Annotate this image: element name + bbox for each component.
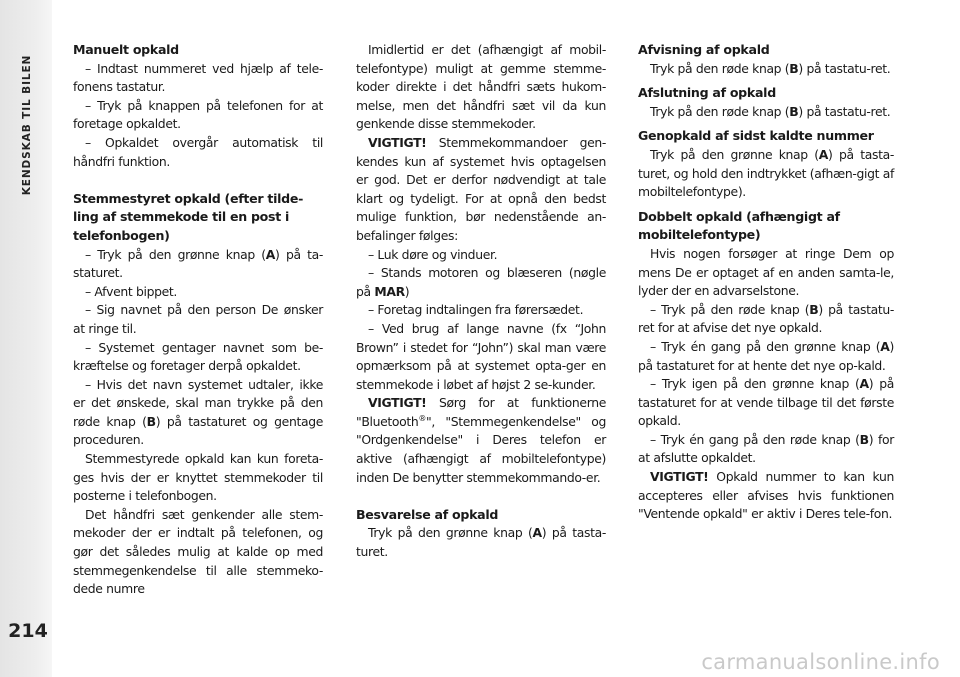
heading-reject-call: Afvisning af opkald xyxy=(638,42,770,57)
paragraph: – Hvis det navn systemet udtaler, ikke er det ønskede, skal man trykke på den røde knap (B) på tastaturet og gentage proceduren. xyxy=(73,376,323,448)
paragraph: Stemmestyrede opkald kan kun foreta-ges hvis der er knyttet stemmekoder til posterne i telefonbogen. xyxy=(73,451,323,504)
paragraph: Tryk på den grønne knap (A) på tasta-turet. xyxy=(356,525,607,560)
sidebar xyxy=(0,0,52,677)
important-label: VIGTIGT! xyxy=(368,395,427,411)
paragraph: – Tryk på den grønne knap (A) på ta-staturet. xyxy=(73,246,324,281)
paragraph: – Foretag indtalingen fra førersædet. xyxy=(368,302,584,318)
heading-end-call: Afslutning af opkald xyxy=(638,85,776,101)
paragraph: – Sig navnet på den person De ønsker at ringe til. xyxy=(73,302,323,336)
key-label: A xyxy=(880,338,890,354)
paragraph: Tryk på den grønne knap (A) på tasta-turet, og hold den indtrykket (afhæn-gigt af mobiltelefontype). xyxy=(638,146,894,200)
paragraph: – Ved brug af lange navne (fx “John Brown” i stedet for “John”) skal man være opmærksom på at systemet opta-ger en stemmekode i løbet af højst 2 se-kunder. xyxy=(356,320,606,392)
paragraph: – Opkaldet overgår automatisk til håndfri funktion. xyxy=(73,134,323,169)
paragraph: – Tryk igen på den grønne knap (A) på tastaturet for at vende tilbage til det første opkald. xyxy=(638,376,894,429)
column-3 xyxy=(638,41,894,524)
paragraph: Imidlertid er det (afhængigt af mobil-telefontype) muligt at gemme stemme-koder direkte i det håndfri sæts hukom-melse, men det håndfri sæt vil da kun genkende disse stemmekoder. xyxy=(356,42,606,132)
key-label: A xyxy=(532,525,542,541)
paragraph: – Indtast nummeret ved hjælp af tele-fonens tastatur. xyxy=(73,60,323,95)
paragraph: Tryk på den røde knap (B) på tastatu-ret. xyxy=(650,60,891,76)
paragraph: – Systemet gentager navnet som be-kræftelse og foretager derpå opkaldet. xyxy=(73,339,323,374)
key-label: B xyxy=(789,60,799,76)
heading-manual-call: Manuelt opkald xyxy=(73,42,179,57)
heading-answer-call: Besvarelse af opkald xyxy=(356,506,499,522)
key-label: B xyxy=(789,103,799,119)
key-label: MAR xyxy=(374,283,405,299)
paragraph: VIGTIGT! Stemmekommandoer gen-kendes kun af systemet hvis optagelsen er god. Det er derfor nødvendigt at tale klart og tydeligt. For at opnå den bedst mulige funktion, bør nedenstående an-befalinger følges: xyxy=(356,134,606,243)
paragraph: – Tryk på den røde knap (B) på tastatu-ret for at afvise det nye opkald. xyxy=(638,301,894,336)
heading-double-call: Dobbelt opkald (afhængigt af mobiltelefontype) xyxy=(638,208,840,243)
paragraph: Det håndfri sæt genkender alle stem-mekoder der er indtalt på telefonen, og gør det således mulig at kalde op med stemmegenkendelse til alle stemmeko-dede numre xyxy=(73,506,323,597)
important-label: VIGTIGT! xyxy=(650,469,709,485)
key-label: B xyxy=(146,413,156,429)
key-label: A xyxy=(859,376,869,392)
key-label: A xyxy=(265,246,276,262)
paragraph: Tryk på den røde knap (B) på tastatu-ret. xyxy=(650,103,891,119)
paragraph: – Stands motoren og blæseren (nøgle på MAR) xyxy=(356,265,606,299)
important-label: VIGTIGT! xyxy=(368,134,427,150)
page-number: 214 xyxy=(8,620,48,642)
paragraph: – Afvent bippet. xyxy=(85,283,177,299)
heading-voice-call: Stemmestyret opkald (efter tilde-ling af stemmekode til en post i telefonbogen) xyxy=(73,190,304,243)
paragraph: VIGTIGT! Sørg for at funktionerne "Bluetooth®", "Stemmegenkendelse" og "Ordgenkendelse" i Deres telefon er aktive (afhængigt af mobiltelefontype) inden De benytter stemmekommando-er. xyxy=(356,395,606,485)
watermark: carmanualsonline.info xyxy=(701,650,940,674)
key-label: A xyxy=(818,146,829,162)
column-1 xyxy=(73,41,323,599)
heading-redial: Genopkald af sidst kaldte nummer xyxy=(638,128,874,144)
key-label: B xyxy=(809,301,819,317)
paragraph: – Tryk på knappen på telefonen for at foretage opkaldet. xyxy=(73,97,323,132)
paragraph: Hvis nogen forsøger at ringe Dem op mens De er optaget af en anden samta-le, lyder der en advarselstone. xyxy=(638,245,894,299)
key-label: B xyxy=(859,431,869,447)
section-title: KENDSKAB TIL BILEN xyxy=(21,54,34,196)
paragraph: VIGTIGT! Opkald nummer to kan kun accepteres eller afvises hvis funktionen "Ventende opkald" er aktiv i Deres tele-fon. xyxy=(638,469,894,522)
paragraph: – Luk døre og vinduer. xyxy=(368,246,498,262)
column-2 xyxy=(356,41,606,562)
registered-mark: ® xyxy=(418,413,427,423)
paragraph: – Tryk én gang på den grønne knap (A) på tastaturet for at hente det nye op-kald. xyxy=(638,338,894,373)
paragraph: – Tryk én gang på den røde knap (B) for at afslutte opkaldet. xyxy=(638,431,894,466)
